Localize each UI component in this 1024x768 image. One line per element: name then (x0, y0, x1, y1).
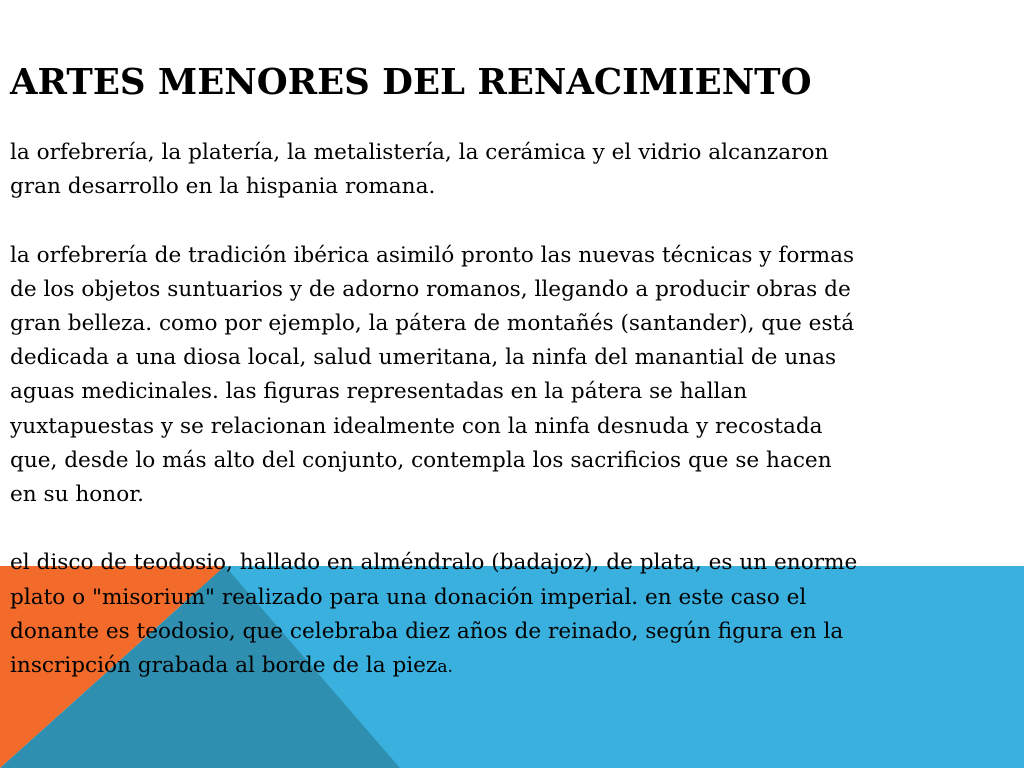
paragraph-intro: la orfebrería, la platería, la metalistería, la cerámica y el vidrio alcanzaron gran desarrollo en la hispania romana. (10, 140, 829, 200)
paragraph-orfebreria: la orfebrería de tradición ibérica asimiló pronto las nuevas técnicas y formas de los objetos suntuarios y de adorno romanos, llegando a producir obras de gran belleza. como por ejemplo, la pátera de montañés (santander), que está dedicada a una diosa local, salud umeritana, la ninfa del manantial de unas aguas medicinales. las figuras representadas en la pátera se hallan yuxtapuestas y se relacionan idealmente con la ninfa desnuda y recostada que, desde lo más alto del conjunto, contempla los sacrificios que se hacen en su honor. (10, 242, 855, 508)
paragraph-end-letter: a. (437, 657, 453, 678)
slide-body (10, 136, 1020, 684)
paragraph-disco-teodosio (10, 546, 1020, 684)
paragraph-disco-text: el disco de teodosio, hallado en alméndralo (badajoz), de plata, es un enorme plato o "misorium" realizado para una donación imperial. en este caso el donante es teodosio, que celebraba diez años de reinado, según figura en la inscripción grabada al borde de la piez (10, 550, 858, 679)
slide-title: ARTES MENORES DEL RENACIMIENTO (10, 62, 812, 103)
